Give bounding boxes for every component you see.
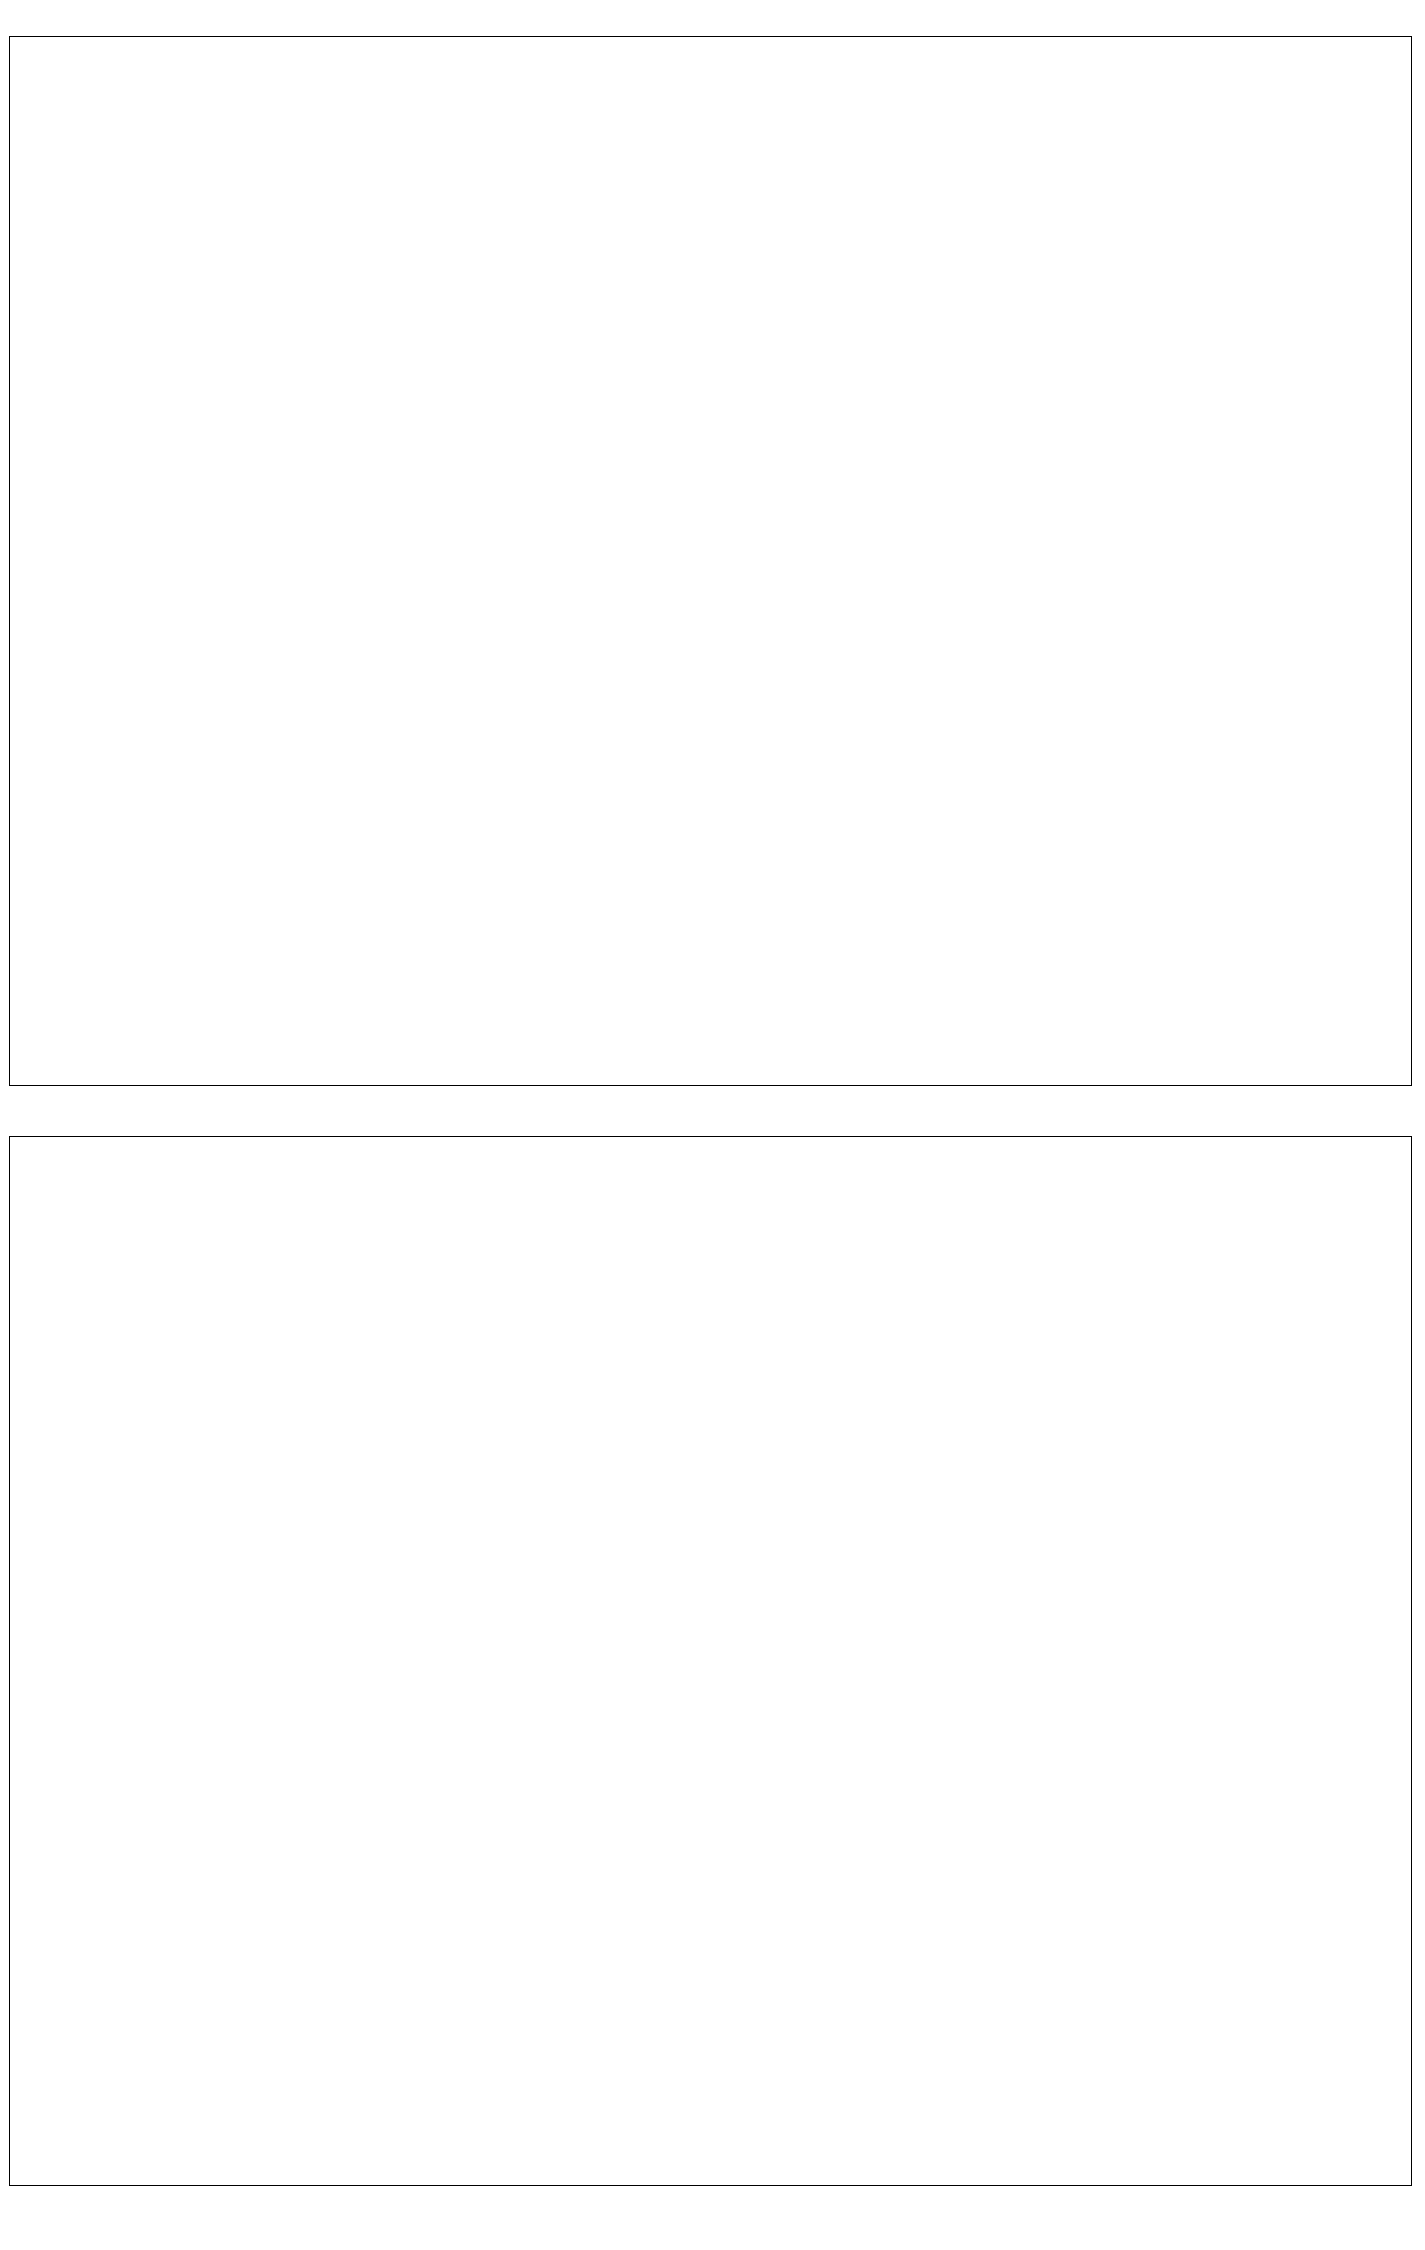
down-footprints-map xyxy=(10,37,1412,1086)
conjugate-footprints-panel xyxy=(9,1136,1412,2186)
down-footprints-panel xyxy=(9,36,1412,1086)
conjugate-footprints-map xyxy=(10,1137,1412,2186)
